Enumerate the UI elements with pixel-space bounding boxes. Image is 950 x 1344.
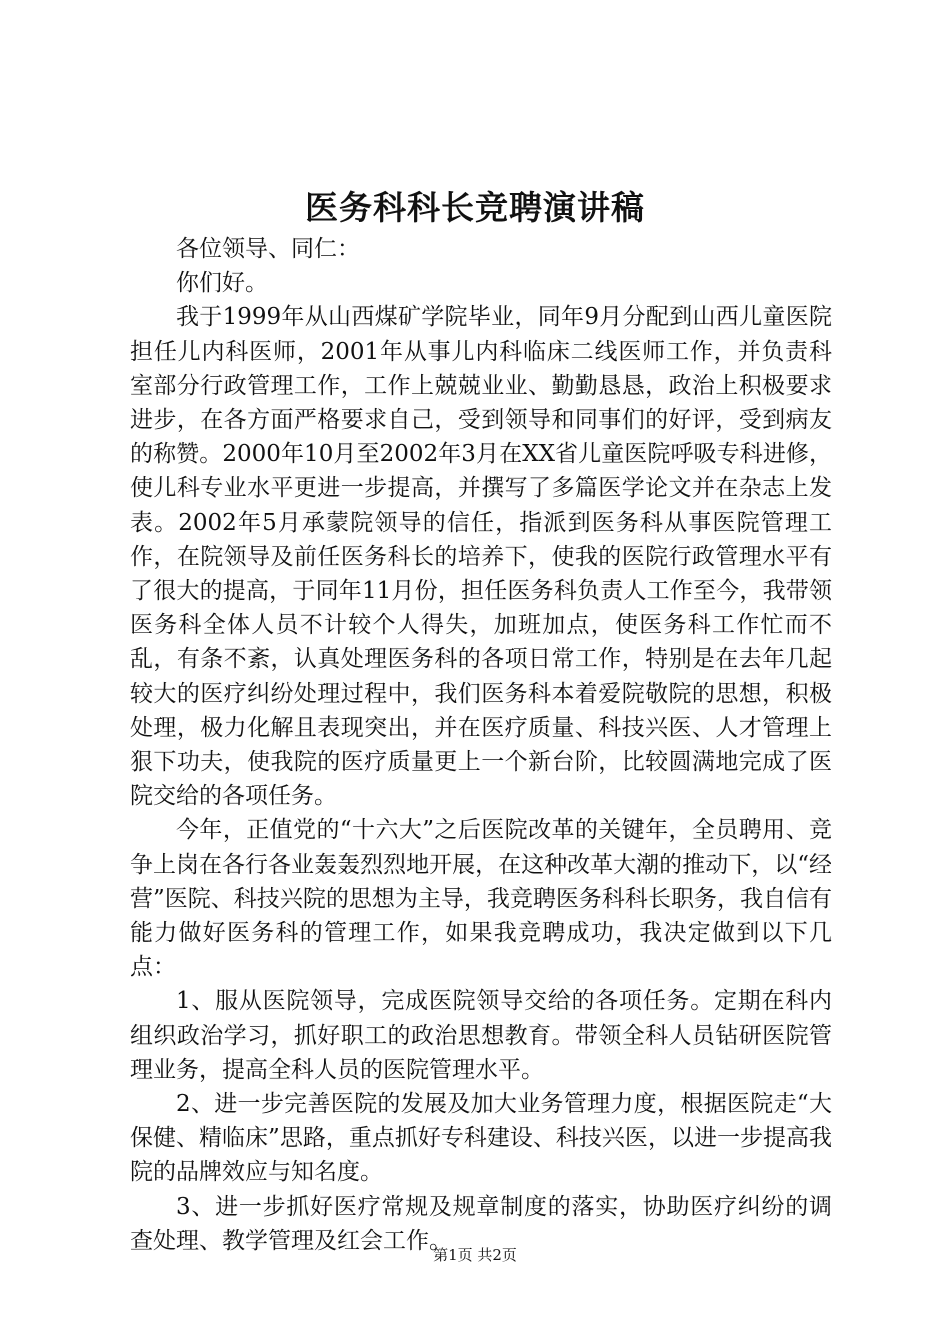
paragraph-motivation: 今年，正值党的“十六大”之后医院改革的关键年，全员聘用、竞争上岗在各行各业轰轰烈烈地开展，在这种改革大潮的推动下，以“经营”医院、科技兴院的思想为主导，我竞聘医务科科长职务，我自信有能力做好医务科的管理工作，如果我竞聘成功，我决定做到以下几点： [130,817,832,981]
document-body [130,232,832,1258]
document-title: 医务科科长竞聘演讲稿 [305,188,645,227]
paragraph-experience: 我于1999年从山西煤矿学院毕业，同年9月分配到山西儿童医院担任儿内科医师，2001年从事儿内科临床二线医师工作，并负责科室部分行政管理工作，工作上兢兢业业、勤勤恳恳，政治上积极要求进步，在各方面严格要求自己，受到领导和同事们的好评，受到病友的称赞。2000年10月至2002年3月在XX省儿童医院呼吸专科进修，使儿科专业水平更进一步提高，并撰写了多篇医学论文并在杂志上发表。2002年5月承蒙院领导的信任，指派到医务科从事医院管理工作，在院领导及前任医务科长的培养下，使我的医院行政管理水平有了很大的提高，于同年11月份，担任医务科负责人工作至今，我带领医务科全体人员不计较个人得失，加班加点，使医务科工作忙而不乱，有条不紊，认真处理医务科的各项日常工作，特别是在去年几起较大的医疗纠纷处理过程中，我们医务科本着爱院敬院的思想，积极处理，极力化解且表现突出，并在医疗质量、科技兴医、人才管理上狠下功夫，使我院的医疗质量更上一个新台阶，比较圆满地完成了医院交给的各项任务。 [130,304,832,810]
salutation: 各位领导、同仁： [176,236,360,262]
paragraph-point-1: 1、服从医院领导，完成医院领导交给的各项任务。定期在科内组织政治学习，抓好职工的政治思想教育。带领全科人员钻研医院管理业务，提高全科人员的医院管理水平。 [130,988,832,1083]
paragraph-point-3: 3、进一步抓好医疗常规及规章制度的落实，协助医疗纠纷的调查处理、教学管理及红会工作。 [130,1193,832,1254]
page-footer: 第1页 共2页 [433,1246,517,1264]
paragraph-point-2: 2、进一步完善医院的发展及加大业务管理力度，根据医院走“大保健、精临床”思路，重点抓好专科建设、科技兴医，以进一步提高我院的品牌效应与知名度。 [130,1091,832,1186]
greeting: 你们好。 [176,270,268,297]
